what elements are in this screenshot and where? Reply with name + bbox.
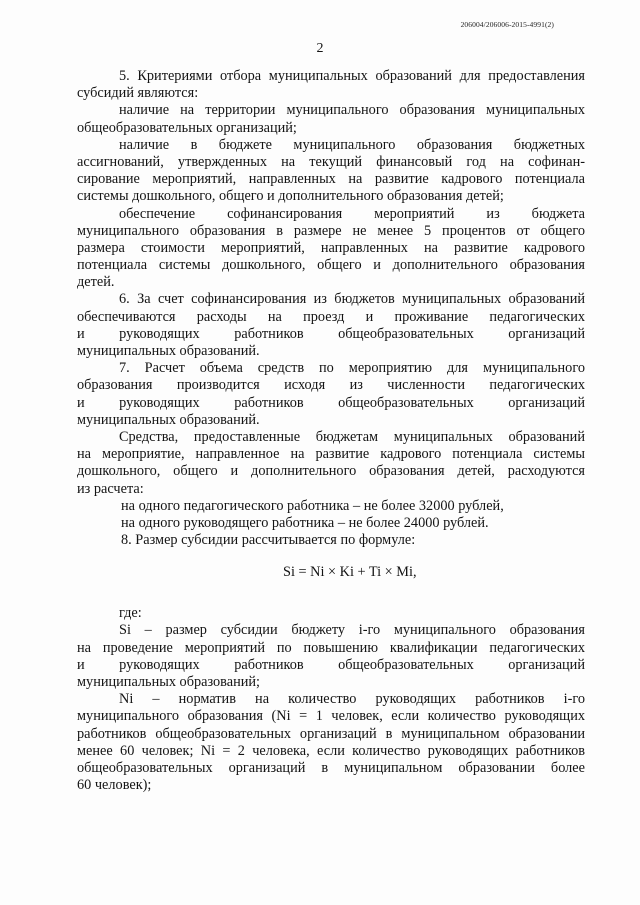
text-line: 8. Размер субсидии рассчитывается по формуле: (121, 532, 416, 549)
text-line: муниципального образования в размере не менее 5 процентов от общего (77, 222, 585, 239)
text-line: и руководящих работников общеобразовательных организаций (77, 394, 585, 411)
spacer (77, 591, 585, 605)
text-line: размера стоимости мероприятий, направленных на развитие кадрового (77, 239, 585, 256)
text-line: детей. (77, 274, 115, 291)
text-line: на одного руководящего работника – не более 24000 рублей. (121, 514, 489, 531)
document-id: 206004/206006-2015-4991(2) (460, 20, 554, 29)
text-line: работников общеобразовательных организаций в муниципальном образовании (77, 725, 585, 742)
text-line: из расчета: (77, 480, 144, 497)
text-line: субсидий являются: (77, 85, 199, 102)
text-line: общеобразовательных организаций; (77, 119, 297, 136)
text-line: общеобразовательных организаций в муниципальном образовании более (77, 759, 585, 776)
text-line: на проведение мероприятий по повышению квалификации педагогических (77, 639, 585, 656)
text-line: 60 человек); (77, 777, 152, 794)
text-line: Ni – норматив на количество руководящих работников i-го (119, 691, 585, 708)
text-line: муниципальных образований. (77, 343, 260, 359)
text-line: обеспечиваются расходы на проезд и проживание педагогических (77, 308, 585, 325)
text-line: системы дошкольного, общего и дополнительного образования детей; (77, 188, 504, 205)
text-line: 5. Критериями отбора муниципальных образований для предоставления (119, 68, 585, 84)
subsidy-formula: Si = Ni × Ki + Ti × Mi, (283, 564, 417, 581)
text-line: дошкольного, общего и дополнительного образования детей, расходуются (77, 463, 585, 480)
text-line: 6. За счет софинансирования из бюджетов муниципальных образований (119, 291, 585, 308)
text-line: муниципальных образований; (77, 674, 261, 690)
text-line: Si – размер субсидии бюджету i-го муниципального образования (119, 622, 585, 639)
text-line: Средства, предоставленные бюджетам муниципальных образований (119, 428, 585, 445)
text-line: где: (119, 605, 142, 622)
text-line: муниципального образования (Ni = 1 человек, если количество руководящих (77, 708, 585, 725)
text-line: образования производится исходя из численности педагогических (77, 377, 585, 394)
text-line: на одного педагогического работника – не более 32000 рублей, (121, 497, 504, 514)
text-line: сирование мероприятий, направленных на развитие кадрового потенциала (77, 171, 585, 188)
text-line: на мероприятие, направленное на развитие кадрового потенциала системы (77, 446, 585, 463)
text-line: муниципальных образований. (77, 411, 260, 428)
text-line: ассигнований, утвержденных на текущий финансовый год на софинан- (77, 153, 585, 170)
text-line: потенциала системы дошкольного, общего и дополнительного образования (77, 257, 585, 274)
page-number: 2 (316, 41, 324, 56)
text-line: обеспечение софинансирования мероприятий из бюджета (119, 205, 585, 222)
text-line: 7. Расчет объема средств по мероприятию для муниципального (119, 360, 585, 377)
text-line: наличие в бюджете муниципального образования бюджетных (119, 136, 585, 153)
text-line: менее 60 человек; Ni = 2 человека, если количество руководящих работников (77, 742, 585, 759)
text-line: и руководящих работников общеобразовательных организаций (77, 656, 585, 673)
text-line: наличие на территории муниципального образования муниципальных (119, 102, 585, 119)
text-line: и руководящих работников общеобразовательных организаций (77, 325, 585, 342)
document-body (77, 68, 585, 794)
